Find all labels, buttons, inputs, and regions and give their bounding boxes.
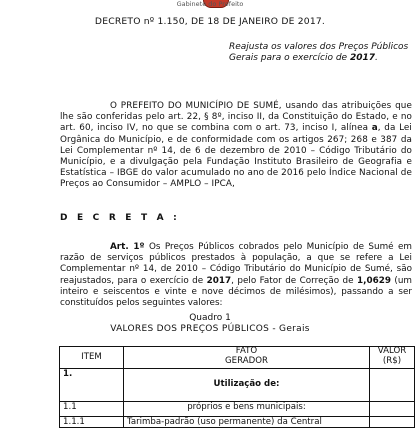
article-1-year: 2017 (206, 275, 232, 286)
decree-summary-text: Reajusta os valores dos Preços Públicos Gerais para o exercício de (229, 42, 409, 63)
row-valor (370, 417, 415, 428)
decree-title: DECRETO nº 1.150, DE 18 DE JANEIRO DE 2017. (94, 16, 326, 27)
decree-summary-end: . (375, 53, 378, 63)
preamble-text-2: , da Lei Orgânica do Município, e de conformidade com os artigos 267; 268 e 387 da Lei Complementar nº 14, de 6 de dezembro de 2010 – Código Tributário do Município, e a divulgação pela Fundação Instituto Brasileiro de Geografia e Estatística – IBGE do valor acumulado no ano de 2016 pelo Índice Nacional de Preços ao Consumidor – AMPLO – IPCA, (60, 123, 412, 190)
row-valor (370, 402, 415, 417)
row-fato: Tarimba-padrão (uso permanente) da Central (124, 417, 370, 428)
decree-summary-year: 2017 (349, 53, 375, 63)
article-1-text-1: Os Preços Públicos cobrados pelo Município de Sumé em razão de serviços públicos prestados à população, a que se refere a Lei Complementar nº 14, de 2010 – Código Tributário do Município de Sumé, são reajustados, para o exercício de (60, 242, 412, 286)
row-item: 1.1.1 (60, 417, 124, 428)
header-fato-line1: FATO (235, 346, 258, 356)
table-header-row (60, 347, 415, 369)
header-valor-line1: VALOR (377, 346, 407, 356)
table-caption-title: VALORES DOS PREÇOS PÚBLICOS - Gerais (110, 324, 310, 334)
header-item: ITEM (60, 347, 124, 369)
table-row (60, 369, 415, 402)
row-item: 1.1 (60, 402, 124, 417)
table-row (60, 417, 415, 428)
header-valor-line2: (R$) (382, 355, 402, 366)
row-fato: próprios e bens municipais: (124, 402, 370, 417)
decreta-heading: D E C R E T A : (60, 213, 180, 223)
article-1-factor: 1,0629 (357, 275, 391, 286)
prices-table (59, 346, 415, 428)
office-name: Gabinete do Prefeito (176, 0, 244, 8)
preamble-paragraph (60, 101, 412, 191)
row-valor (370, 369, 415, 402)
decree-summary (229, 42, 411, 64)
preamble-alinea: a (371, 123, 378, 134)
article-1-text-3: (um inteiro e seiscentos e vinte e nove décimos de milésimos), passando a ser constituídos pelos seguintes valores: (60, 275, 413, 309)
article-1-label: Art. 1º (110, 242, 145, 252)
row-item: 1. (60, 369, 124, 402)
table-caption-number: Quadro 1 (189, 313, 231, 323)
article-1-paragraph (60, 242, 412, 309)
row-fato: Utilização de: (124, 369, 370, 402)
preamble-text-1: O PREFEITO DO MUNICÍPIO DE SUMÉ, usando das atribuições que lhe são conferidas pelo art. 22, § 8º, inciso II, da Constituição do Estado, e no art. 60, inciso IV, no que se combina com o art. 73, inciso I, alínea (60, 101, 412, 134)
article-1-text-2: , pelo Fator de Correção de (231, 275, 358, 286)
header-fato-line2: GERADOR (225, 355, 268, 366)
header-fato (124, 347, 370, 369)
header-valor (370, 347, 415, 369)
table-row (60, 402, 415, 417)
